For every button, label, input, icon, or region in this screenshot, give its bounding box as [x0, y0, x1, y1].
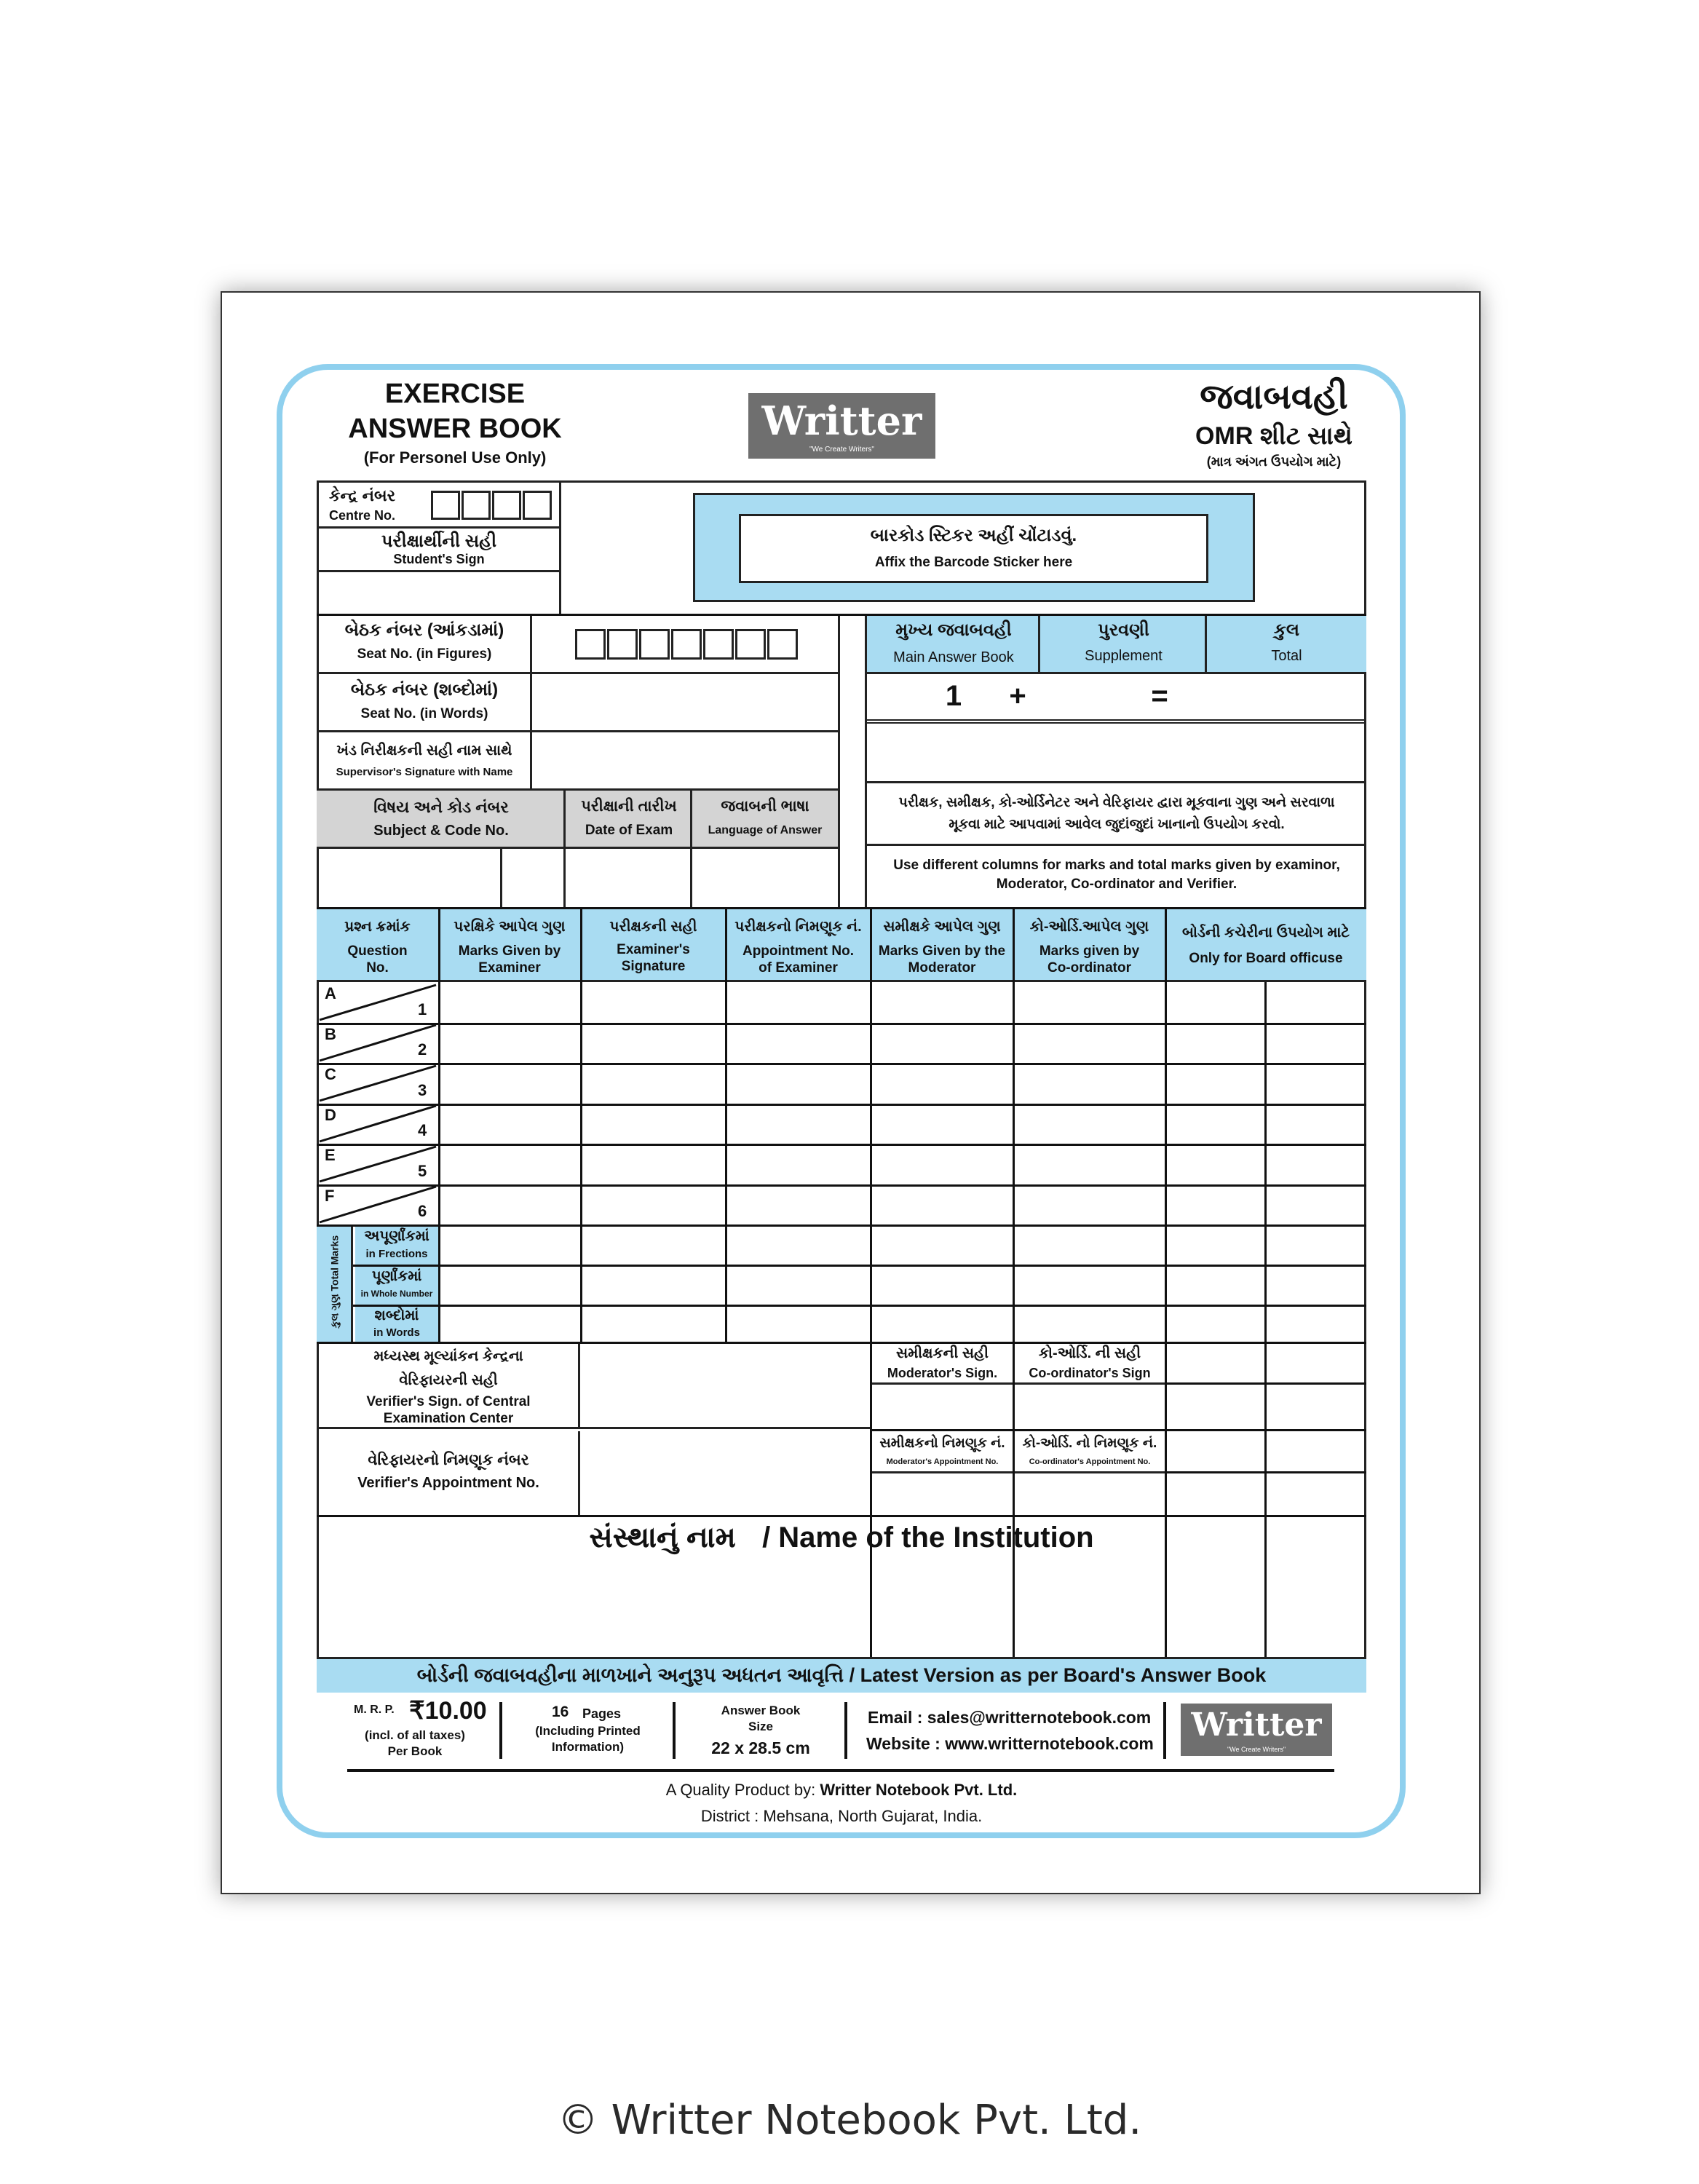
footer-sep-2 — [673, 1702, 676, 1759]
date-field[interactable] — [566, 849, 692, 907]
footer-logo-text: Writter — [1191, 1706, 1322, 1744]
total-en: Total — [1271, 648, 1302, 664]
mod-sign-gu: સમીક્ષકની સહી — [896, 1345, 989, 1361]
supervisor-label — [317, 732, 532, 791]
footer-website[interactable]: Website : www.writternotebook.com — [866, 1734, 1154, 1753]
total-marks-side-label: કુલ ગુણ Total Marks — [328, 1235, 341, 1329]
centre-digit-4[interactable] — [523, 491, 552, 520]
q-num-1: 1 — [418, 1000, 427, 1018]
central-en-1: Verifier's Sign. of Central — [366, 1394, 531, 1409]
th-board-en1: Only for Board officuse — [1189, 951, 1343, 966]
th-examiner-marks-en1: Marks Given by — [458, 943, 561, 959]
mod-appt-gu: સમીક્ષકનો નિમણૂક નં. — [879, 1436, 1005, 1451]
row-line-6 — [317, 1224, 1366, 1227]
total-whole-gu: પૂર્ણાંકમાં — [371, 1268, 422, 1284]
footer-sep-4 — [1163, 1702, 1166, 1759]
th-appt-en2: of Examiner — [759, 960, 838, 976]
th-appt-gu: પરીક્ષકનો નિમણૂક નં. — [734, 919, 862, 935]
gu-subtitle: OMR શીટ સાથે — [1195, 422, 1353, 450]
th-examiner-sign-en1: Examiner's — [617, 942, 690, 957]
supervisor-field[interactable] — [532, 732, 838, 791]
barcode-en: Affix the Barcode Sticker here — [874, 555, 1073, 570]
seat-fig-en: Seat No. (in Figures) — [357, 646, 492, 662]
footer-sep-3 — [844, 1702, 847, 1759]
date-en: Date of Exam — [585, 823, 673, 838]
row-line-5 — [317, 1184, 1366, 1187]
seat-digit-4[interactable] — [671, 629, 702, 660]
q-letter-b: B — [325, 1025, 336, 1043]
row-line-1 — [317, 1023, 1366, 1025]
lang-field[interactable] — [692, 849, 838, 907]
row-line-verifier-d — [317, 1515, 1366, 1517]
q-letter-a: A — [325, 984, 336, 1002]
middle-gap — [838, 616, 867, 907]
subject-gu: વિષય અને કોડ નંબર — [373, 798, 509, 816]
th-moderator-gu: સમીક્ષકે આપેલ ગુણ — [883, 919, 1001, 935]
barcode-sticker-box[interactable] — [739, 514, 1208, 583]
total-words-gu: શબ્દોમાં — [374, 1307, 419, 1324]
institution-title — [317, 1522, 1366, 1554]
central-en-2: Examination Center — [383, 1411, 514, 1426]
th-question-en2: No. — [366, 960, 389, 976]
student-sign-blank — [317, 572, 561, 614]
q-num-4: 4 — [418, 1121, 427, 1139]
th-board-gu: બોર્ડની કચેરીના ઉપયોગ માટે — [1181, 925, 1350, 941]
q-num-5: 5 — [418, 1162, 427, 1180]
pages-label: Pages — [582, 1706, 622, 1721]
total-fraction-en: in Frections — [365, 1248, 428, 1260]
gu-note: (માત્ર અંગત ઉપયોગ માટે) — [1206, 454, 1342, 469]
row-line-3 — [317, 1104, 1366, 1106]
centre-en: Centre No. — [329, 508, 396, 523]
q-num-6: 6 — [418, 1202, 427, 1220]
subject-en: Subject & Code No. — [373, 823, 509, 839]
th-examiner-sign-en2: Signature — [621, 959, 686, 974]
th-coordinator-en2: Co-ordinator — [1047, 960, 1132, 976]
size-label1: Answer Book — [721, 1704, 801, 1717]
total-fraction-gu: અપૂર્ણાંકમાં — [364, 1228, 429, 1244]
footer-writter-logo — [1181, 1704, 1332, 1756]
total-words-en: in Words — [373, 1326, 420, 1339]
seat-digit-5[interactable] — [703, 629, 734, 660]
mrp-value: ₹10.00 — [409, 1697, 487, 1725]
col-line-2 — [580, 909, 582, 1342]
logo-tagline: "We Create Writers" — [809, 446, 874, 454]
central-gu-2: વેરિફાયરની સહી — [399, 1372, 498, 1388]
main-book-gu: મુખ્ય જવાબવહી — [895, 620, 1012, 640]
row-line-verifier-c — [1165, 1471, 1366, 1473]
q-letter-e: E — [325, 1146, 336, 1164]
seat-digit-1[interactable] — [575, 629, 606, 660]
title-line1: EXERCISE — [384, 379, 526, 409]
total-whole-en: in Whole Number — [360, 1289, 433, 1299]
mrp-note: (incl. of all taxes) — [365, 1728, 465, 1742]
row-line-7 — [317, 1265, 1366, 1267]
supplement-en: Supplement — [1085, 648, 1163, 664]
verifier-appt-field[interactable] — [580, 1431, 870, 1515]
col-line-1 — [438, 909, 440, 1342]
seat-words-gu: બેઠક નંબર (શબ્દોમાં) — [350, 680, 499, 700]
q-letter-c: C — [325, 1065, 336, 1083]
mrp-label: M. R. P. — [354, 1704, 395, 1716]
footer-underline — [347, 1769, 1334, 1772]
th-examiner-marks-en2: Examiner — [478, 960, 541, 976]
supervisor-en: Supervisor's Signature with Name — [336, 766, 513, 778]
centre-digit-1[interactable] — [431, 491, 460, 520]
title-line2: ANSWER BOOK — [348, 414, 562, 444]
student-sign-en: Student's Sign — [393, 552, 485, 566]
th-examiner-sign-gu: પરીક્ષકની સહી — [609, 919, 697, 935]
seat-digit-6[interactable] — [735, 629, 766, 660]
note-en-1: Use different columns for marks and total marks given by examinor, — [893, 858, 1340, 873]
main-book-value: 1 — [945, 680, 962, 712]
th-examiner-marks-gu: પરક્ષિકે આપેલ ગુણ — [454, 919, 566, 935]
th-question-en1: Question — [347, 943, 408, 959]
seat-digit-3[interactable] — [639, 629, 670, 660]
coord-sign-gu: કો-ઓર્ડિ. ની સહી — [1038, 1345, 1141, 1361]
footer-sep-1 — [499, 1702, 502, 1759]
seat-fig-gu: બેઠક નંબર (આંકડામાં) — [344, 620, 504, 640]
date-gu: પરીક્ષાની તારીખ — [581, 798, 677, 815]
q-letter-d: D — [325, 1106, 336, 1124]
appt-en: Verifier's Appointment No. — [357, 1475, 539, 1491]
main-book-en: Main Answer Book — [893, 649, 1014, 665]
note-gu-2: મૂકવા માટે આપવામાં આવેલ જુદાંજુદાં ખાનાનો ઉપયોગ કરવો. — [948, 817, 1285, 832]
quality-line — [317, 1781, 1366, 1800]
pages-num: 16 — [552, 1704, 569, 1720]
q-letter-f: F — [325, 1187, 335, 1205]
q-num-3: 3 — [418, 1081, 427, 1099]
footer-email[interactable]: Email : sales@writternotebook.com — [868, 1708, 1152, 1727]
verifier-central-field[interactable] — [580, 1344, 870, 1429]
mod-appt-en: Moderator's Appointment No. — [886, 1457, 999, 1466]
row-line-4 — [317, 1144, 1366, 1146]
code-field[interactable] — [502, 849, 566, 907]
coord-sign-en: Co-ordinator's Sign — [1029, 1366, 1151, 1380]
row-line-2 — [317, 1063, 1366, 1065]
seat-digit-2[interactable] — [607, 629, 638, 660]
footer-logo-tagline: "We Create Writers" — [1227, 1746, 1286, 1753]
quality-prefix: A Quality Product by: — [665, 1781, 816, 1799]
lang-gu: જવાબની ભાષા — [721, 798, 809, 815]
title-note: (For Personel Use Only) — [363, 448, 547, 467]
size-value: 22 x 28.5 cm — [711, 1738, 810, 1757]
supplement-gu: પુરવણી — [1098, 620, 1149, 640]
copyright: © Writter Notebook Pvt. Ltd. — [557, 2097, 1142, 2144]
logo-text: Writter — [761, 397, 922, 444]
subject-field[interactable] — [317, 849, 502, 907]
q-num-2: 2 — [418, 1040, 427, 1059]
th-question-gu: પ્રશ્ન ક્રમાંક — [344, 919, 411, 935]
pages-note2: Information) — [551, 1740, 625, 1754]
row-line-8 — [317, 1305, 1366, 1307]
latest-version-banner: બોર્ડની જવાબવહીના માળખાને અનુરૂપ અધતન આવૃત્તિ / Latest Version as per Board's Answer Book — [317, 1657, 1366, 1693]
row-line-verifier-a — [1165, 1382, 1366, 1385]
verifier-appt-cell — [317, 1431, 580, 1515]
books-note-gu — [867, 783, 1366, 846]
seat-digit-7[interactable] — [767, 629, 798, 660]
th-moderator-en1: Marks Given by the — [878, 943, 1006, 959]
institution-gu: સંસ્થાનું નામ — [589, 1522, 736, 1554]
note-gu-1: પરીક્ષક, સમીક્ષક, કો-ઓર્ડિનેટર અને વેરિફાયર દ્વારા મૂકવાના ગુણ અને સરવાળા — [898, 795, 1335, 810]
seat-words-field[interactable] — [532, 674, 838, 732]
coord-appt-en: Co-ordinator's Appointment No. — [1029, 1457, 1151, 1466]
institution-field[interactable] — [317, 1565, 1366, 1657]
mrp-per: Per Book — [387, 1744, 443, 1758]
writter-logo — [748, 393, 935, 459]
centre-digit-2[interactable] — [462, 491, 491, 520]
centre-digit-3[interactable] — [492, 491, 521, 520]
col-line-3 — [725, 909, 727, 1342]
equals-sign: = — [1151, 680, 1168, 712]
student-sign-gu: પરીક્ષાર્થીની સહી — [381, 531, 497, 551]
pages-note1: (Including Printed — [535, 1724, 641, 1738]
th-moderator-en2: Moderator — [908, 960, 976, 976]
barcode-gu: બારકોડ સ્ટિકર અહીં ચોંટાડવું. — [870, 526, 1077, 545]
plus-sign: + — [1009, 680, 1026, 712]
district-line: District : Mehsana, North Gujarat, India. — [700, 1807, 983, 1825]
gu-title: જવાબવહી — [1200, 378, 1348, 416]
th-coordinator-en1: Marks given by — [1039, 943, 1140, 959]
appt-gu: વેરિફાયરનો નિમણૂક નંબર — [368, 1452, 529, 1468]
coord-appt-gu: કો-ઓર્ડિ. નો નિમણૂક નં. — [1022, 1436, 1157, 1451]
company-name: Writter Notebook Pvt. Ltd. — [820, 1781, 1018, 1799]
th-appt-en1: Appointment No. — [742, 943, 855, 959]
mod-sign-en: Moderator's Sign. — [887, 1366, 998, 1380]
centre-gu: કેન્દ્ર નંબર — [329, 486, 396, 505]
lang-en: Language of Answer — [708, 824, 823, 836]
total-gu: કુલ — [1273, 620, 1300, 640]
size-label2: Size — [748, 1720, 774, 1733]
institution-en: / Name of the Institution — [762, 1522, 1094, 1554]
note-en-2: Moderator, Co-ordinator and Verifier. — [996, 877, 1237, 892]
seat-words-en: Seat No. (in Words) — [360, 706, 488, 721]
books-blank-row[interactable] — [867, 728, 1366, 783]
central-gu-1: મધ્યસ્થ મૂલ્યાંકન કેન્દ્રના — [373, 1348, 523, 1364]
th-coordinator-gu: કો-ઓર્ડિ.આપેલ ગુણ — [1029, 919, 1149, 935]
supervisor-gu: ખંડ નિરીક્ષકની સહી નામ સાથે — [336, 743, 512, 759]
